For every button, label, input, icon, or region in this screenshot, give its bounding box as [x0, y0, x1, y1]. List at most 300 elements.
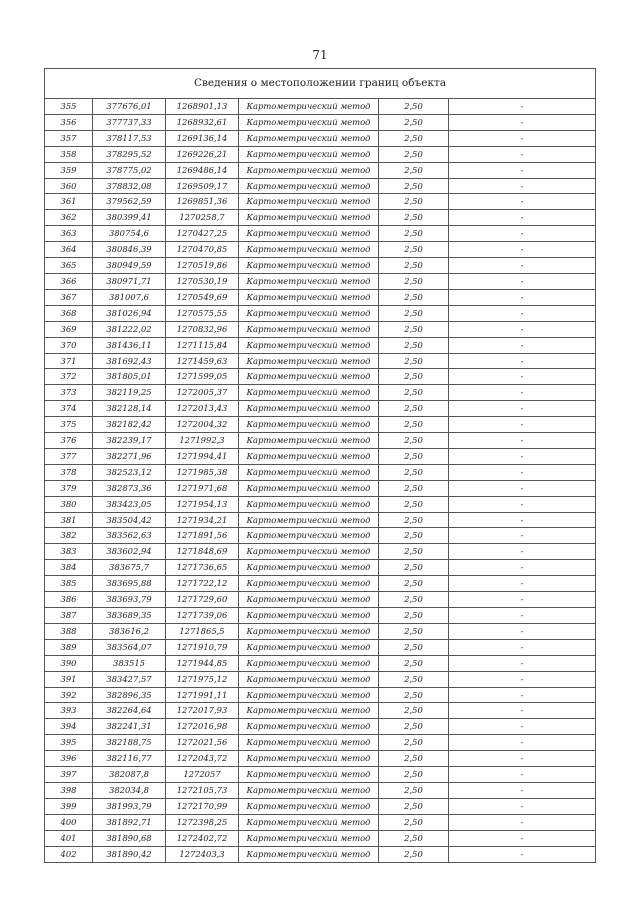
table-title-row	[45, 69, 596, 99]
point-number-cell: 386	[45, 592, 93, 608]
table-row	[45, 210, 596, 226]
x-coordinate-cell: 377737,33	[93, 114, 166, 130]
x-coordinate-cell: 382116,77	[93, 751, 166, 767]
method-cell: Картометрический метод	[239, 798, 379, 814]
accuracy-cell: 2,50	[379, 830, 449, 846]
table-row	[45, 703, 596, 719]
point-number-cell: 357	[45, 130, 93, 146]
point-number-cell: 373	[45, 385, 93, 401]
note-cell: -	[449, 401, 596, 417]
point-number-cell: 360	[45, 178, 93, 194]
y-coordinate-cell: 1272021,56	[166, 735, 239, 751]
method-cell: Картометрический метод	[239, 830, 379, 846]
method-cell: Картометрический метод	[239, 385, 379, 401]
method-cell: Картометрический метод	[239, 146, 379, 162]
note-cell: -	[449, 369, 596, 385]
table-row	[45, 782, 596, 798]
note-cell: -	[449, 798, 596, 814]
table-row	[45, 623, 596, 639]
x-coordinate-cell: 383616,2	[93, 623, 166, 639]
table-row	[45, 639, 596, 655]
method-cell: Картометрический метод	[239, 321, 379, 337]
method-cell: Картометрический метод	[239, 782, 379, 798]
accuracy-cell: 2,50	[379, 353, 449, 369]
note-cell: -	[449, 751, 596, 767]
y-coordinate-cell: 1271975,12	[166, 671, 239, 687]
note-cell: -	[449, 576, 596, 592]
method-cell: Картометрический метод	[239, 735, 379, 751]
y-coordinate-cell: 1270470,85	[166, 242, 239, 258]
method-cell: Картометрический метод	[239, 528, 379, 544]
point-number-cell: 361	[45, 194, 93, 210]
method-cell: Картометрический метод	[239, 687, 379, 703]
table-row	[45, 528, 596, 544]
point-number-cell: 384	[45, 560, 93, 576]
accuracy-cell: 2,50	[379, 321, 449, 337]
method-cell: Картометрический метод	[239, 194, 379, 210]
accuracy-cell: 2,50	[379, 544, 449, 560]
note-cell: -	[449, 130, 596, 146]
point-number-cell: 377	[45, 448, 93, 464]
table-row	[45, 289, 596, 305]
x-coordinate-cell: 382523,12	[93, 464, 166, 480]
accuracy-cell: 2,50	[379, 623, 449, 639]
table-row	[45, 226, 596, 242]
y-coordinate-cell: 1271459,63	[166, 353, 239, 369]
accuracy-cell: 2,50	[379, 417, 449, 433]
note-cell: -	[449, 655, 596, 671]
note-cell: -	[449, 608, 596, 624]
y-coordinate-cell: 1272105,73	[166, 782, 239, 798]
table-row	[45, 767, 596, 783]
table-row	[45, 512, 596, 528]
note-cell: -	[449, 289, 596, 305]
table-row	[45, 464, 596, 480]
accuracy-cell: 2,50	[379, 687, 449, 703]
method-cell: Картометрический метод	[239, 226, 379, 242]
accuracy-cell: 2,50	[379, 703, 449, 719]
point-number-cell: 380	[45, 496, 93, 512]
x-coordinate-cell: 378832,08	[93, 178, 166, 194]
x-coordinate-cell: 382239,17	[93, 433, 166, 449]
method-cell: Картометрический метод	[239, 369, 379, 385]
x-coordinate-cell: 382182,42	[93, 417, 166, 433]
x-coordinate-cell: 380949,59	[93, 258, 166, 274]
point-number-cell: 363	[45, 226, 93, 242]
y-coordinate-cell: 1269851,36	[166, 194, 239, 210]
accuracy-cell: 2,50	[379, 560, 449, 576]
method-cell: Картометрический метод	[239, 655, 379, 671]
y-coordinate-cell: 1271992,3	[166, 433, 239, 449]
note-cell: -	[449, 560, 596, 576]
table-row	[45, 385, 596, 401]
table-row	[45, 448, 596, 464]
accuracy-cell: 2,50	[379, 767, 449, 783]
point-number-cell: 375	[45, 417, 93, 433]
accuracy-cell: 2,50	[379, 401, 449, 417]
note-cell: -	[449, 735, 596, 751]
y-coordinate-cell: 1271599,05	[166, 369, 239, 385]
method-cell: Картометрический метод	[239, 162, 379, 178]
x-coordinate-cell: 382271,96	[93, 448, 166, 464]
table-row	[45, 496, 596, 512]
x-coordinate-cell: 383504,42	[93, 512, 166, 528]
y-coordinate-cell: 1271910,79	[166, 639, 239, 655]
x-coordinate-cell: 381993,79	[93, 798, 166, 814]
table-row	[45, 480, 596, 496]
method-cell: Картометрический метод	[239, 433, 379, 449]
note-cell: -	[449, 433, 596, 449]
y-coordinate-cell: 1271115,84	[166, 337, 239, 353]
point-number-cell: 367	[45, 289, 93, 305]
point-number-cell: 364	[45, 242, 93, 258]
method-cell: Картометрический метод	[239, 576, 379, 592]
accuracy-cell: 2,50	[379, 210, 449, 226]
accuracy-cell: 2,50	[379, 798, 449, 814]
point-number-cell: 394	[45, 719, 93, 735]
table-row	[45, 114, 596, 130]
note-cell: -	[449, 114, 596, 130]
x-coordinate-cell: 383695,88	[93, 576, 166, 592]
y-coordinate-cell: 1270530,19	[166, 273, 239, 289]
x-coordinate-cell: 378775,02	[93, 162, 166, 178]
y-coordinate-cell: 1272017,93	[166, 703, 239, 719]
y-coordinate-cell: 1270575,55	[166, 305, 239, 321]
x-coordinate-cell: 383427,57	[93, 671, 166, 687]
x-coordinate-cell: 383602,94	[93, 544, 166, 560]
method-cell: Картометрический метод	[239, 210, 379, 226]
accuracy-cell: 2,50	[379, 846, 449, 862]
x-coordinate-cell: 383515	[93, 655, 166, 671]
x-coordinate-cell: 381890,42	[93, 846, 166, 862]
table-row	[45, 417, 596, 433]
method-cell: Картометрический метод	[239, 178, 379, 194]
accuracy-cell: 2,50	[379, 226, 449, 242]
x-coordinate-cell: 381007,6	[93, 289, 166, 305]
table-row	[45, 592, 596, 608]
point-number-cell: 374	[45, 401, 93, 417]
table-row	[45, 687, 596, 703]
point-number-cell: 376	[45, 433, 93, 449]
point-number-cell: 355	[45, 99, 93, 115]
method-cell: Картометрический метод	[239, 592, 379, 608]
method-cell: Картометрический метод	[239, 639, 379, 655]
point-number-cell: 400	[45, 814, 93, 830]
method-cell: Картометрический метод	[239, 464, 379, 480]
point-number-cell: 362	[45, 210, 93, 226]
note-cell: -	[449, 846, 596, 862]
note-cell: -	[449, 305, 596, 321]
point-number-cell: 395	[45, 735, 93, 751]
note-cell: -	[449, 496, 596, 512]
point-number-cell: 381	[45, 512, 93, 528]
x-coordinate-cell: 381692,43	[93, 353, 166, 369]
x-coordinate-cell: 382128,14	[93, 401, 166, 417]
table-row	[45, 576, 596, 592]
y-coordinate-cell: 1271848,69	[166, 544, 239, 560]
accuracy-cell: 2,50	[379, 433, 449, 449]
method-cell: Картометрический метод	[239, 273, 379, 289]
accuracy-cell: 2,50	[379, 464, 449, 480]
table-row	[45, 305, 596, 321]
note-cell: -	[449, 623, 596, 639]
table-row	[45, 719, 596, 735]
accuracy-cell: 2,50	[379, 273, 449, 289]
note-cell: -	[449, 258, 596, 274]
point-number-cell: 393	[45, 703, 93, 719]
accuracy-cell: 2,50	[379, 735, 449, 751]
method-cell: Картометрический метод	[239, 258, 379, 274]
method-cell: Картометрический метод	[239, 480, 379, 496]
point-number-cell: 371	[45, 353, 93, 369]
accuracy-cell: 2,50	[379, 130, 449, 146]
accuracy-cell: 2,50	[379, 719, 449, 735]
x-coordinate-cell: 381436,11	[93, 337, 166, 353]
y-coordinate-cell: 1272403,3	[166, 846, 239, 862]
accuracy-cell: 2,50	[379, 162, 449, 178]
note-cell: -	[449, 273, 596, 289]
accuracy-cell: 2,50	[379, 289, 449, 305]
point-number-cell: 366	[45, 273, 93, 289]
point-number-cell: 402	[45, 846, 93, 862]
method-cell: Картометрический метод	[239, 608, 379, 624]
y-coordinate-cell: 1272004,32	[166, 417, 239, 433]
method-cell: Картометрический метод	[239, 751, 379, 767]
x-coordinate-cell: 380399,41	[93, 210, 166, 226]
y-coordinate-cell: 1271891,56	[166, 528, 239, 544]
boundary-coordinates-table	[44, 68, 596, 863]
note-cell: -	[449, 321, 596, 337]
x-coordinate-cell: 383562,63	[93, 528, 166, 544]
point-number-cell: 387	[45, 608, 93, 624]
accuracy-cell: 2,50	[379, 528, 449, 544]
accuracy-cell: 2,50	[379, 576, 449, 592]
x-coordinate-cell: 382087,8	[93, 767, 166, 783]
y-coordinate-cell: 1269509,17	[166, 178, 239, 194]
method-cell: Картометрический метод	[239, 114, 379, 130]
note-cell: -	[449, 99, 596, 115]
note-cell: -	[449, 703, 596, 719]
accuracy-cell: 2,50	[379, 369, 449, 385]
x-coordinate-cell: 381892,71	[93, 814, 166, 830]
note-cell: -	[449, 178, 596, 194]
accuracy-cell: 2,50	[379, 258, 449, 274]
x-coordinate-cell: 381890,68	[93, 830, 166, 846]
y-coordinate-cell: 1271736,65	[166, 560, 239, 576]
accuracy-cell: 2,50	[379, 194, 449, 210]
y-coordinate-cell: 1271971,68	[166, 480, 239, 496]
point-number-cell: 372	[45, 369, 93, 385]
y-coordinate-cell: 1271944,85	[166, 655, 239, 671]
table-row	[45, 830, 596, 846]
y-coordinate-cell: 1268932,61	[166, 114, 239, 130]
y-coordinate-cell: 1271994,41	[166, 448, 239, 464]
accuracy-cell: 2,50	[379, 782, 449, 798]
note-cell: -	[449, 639, 596, 655]
method-cell: Картометрический метод	[239, 703, 379, 719]
table-row	[45, 798, 596, 814]
y-coordinate-cell: 1268901,13	[166, 99, 239, 115]
method-cell: Картометрический метод	[239, 242, 379, 258]
point-number-cell: 368	[45, 305, 93, 321]
method-cell: Картометрический метод	[239, 417, 379, 433]
table-row	[45, 814, 596, 830]
point-number-cell: 383	[45, 544, 93, 560]
accuracy-cell: 2,50	[379, 337, 449, 353]
table-row	[45, 353, 596, 369]
y-coordinate-cell: 1271865,5	[166, 623, 239, 639]
method-cell: Картометрический метод	[239, 814, 379, 830]
note-cell: -	[449, 353, 596, 369]
table-row	[45, 433, 596, 449]
table-row	[45, 751, 596, 767]
y-coordinate-cell: 1272170,99	[166, 798, 239, 814]
method-cell: Картометрический метод	[239, 305, 379, 321]
point-number-cell: 398	[45, 782, 93, 798]
x-coordinate-cell: 382241,31	[93, 719, 166, 735]
accuracy-cell: 2,50	[379, 305, 449, 321]
y-coordinate-cell: 1270519,86	[166, 258, 239, 274]
note-cell: -	[449, 830, 596, 846]
accuracy-cell: 2,50	[379, 242, 449, 258]
method-cell: Картометрический метод	[239, 496, 379, 512]
note-cell: -	[449, 814, 596, 830]
x-coordinate-cell: 382896,35	[93, 687, 166, 703]
accuracy-cell: 2,50	[379, 751, 449, 767]
point-number-cell: 378	[45, 464, 93, 480]
point-number-cell: 389	[45, 639, 93, 655]
x-coordinate-cell: 383689,35	[93, 608, 166, 624]
y-coordinate-cell: 1271991,11	[166, 687, 239, 703]
x-coordinate-cell: 383675,7	[93, 560, 166, 576]
y-coordinate-cell: 1272013,43	[166, 401, 239, 417]
accuracy-cell: 2,50	[379, 99, 449, 115]
table-row	[45, 130, 596, 146]
point-number-cell: 396	[45, 751, 93, 767]
method-cell: Картометрический метод	[239, 353, 379, 369]
accuracy-cell: 2,50	[379, 814, 449, 830]
note-cell: -	[449, 544, 596, 560]
y-coordinate-cell: 1271729,60	[166, 592, 239, 608]
accuracy-cell: 2,50	[379, 496, 449, 512]
x-coordinate-cell: 378117,53	[93, 130, 166, 146]
table-row	[45, 146, 596, 162]
accuracy-cell: 2,50	[379, 592, 449, 608]
y-coordinate-cell: 1272043,72	[166, 751, 239, 767]
note-cell: -	[449, 337, 596, 353]
method-cell: Картометрический метод	[239, 719, 379, 735]
y-coordinate-cell: 1270832,96	[166, 321, 239, 337]
method-cell: Картометрический метод	[239, 623, 379, 639]
point-number-cell: 365	[45, 258, 93, 274]
accuracy-cell: 2,50	[379, 512, 449, 528]
table-row	[45, 321, 596, 337]
accuracy-cell: 2,50	[379, 480, 449, 496]
table-row	[45, 735, 596, 751]
point-number-cell: 392	[45, 687, 93, 703]
y-coordinate-cell: 1272402,72	[166, 830, 239, 846]
note-cell: -	[449, 671, 596, 687]
note-cell: -	[449, 528, 596, 544]
note-cell: -	[449, 162, 596, 178]
point-number-cell: 356	[45, 114, 93, 130]
table-row	[45, 178, 596, 194]
method-cell: Картометрический метод	[239, 767, 379, 783]
x-coordinate-cell: 380754,6	[93, 226, 166, 242]
note-cell: -	[449, 448, 596, 464]
point-number-cell: 401	[45, 830, 93, 846]
method-cell: Картометрический метод	[239, 512, 379, 528]
page-number: 71	[312, 48, 328, 62]
note-cell: -	[449, 210, 596, 226]
note-cell: -	[449, 226, 596, 242]
note-cell: -	[449, 194, 596, 210]
table-row	[45, 273, 596, 289]
y-coordinate-cell: 1270549,69	[166, 289, 239, 305]
x-coordinate-cell: 378295,52	[93, 146, 166, 162]
table-row	[45, 258, 596, 274]
method-cell: Картометрический метод	[239, 401, 379, 417]
table-body	[45, 69, 596, 863]
method-cell: Картометрический метод	[239, 289, 379, 305]
note-cell: -	[449, 782, 596, 798]
accuracy-cell: 2,50	[379, 385, 449, 401]
y-coordinate-cell: 1270258,7	[166, 210, 239, 226]
x-coordinate-cell: 383423,05	[93, 496, 166, 512]
y-coordinate-cell: 1270427,25	[166, 226, 239, 242]
point-number-cell: 369	[45, 321, 93, 337]
table-row	[45, 846, 596, 862]
y-coordinate-cell: 1271722,12	[166, 576, 239, 592]
table-row	[45, 560, 596, 576]
x-coordinate-cell: 382119,25	[93, 385, 166, 401]
x-coordinate-cell: 383564,07	[93, 639, 166, 655]
table-row	[45, 369, 596, 385]
note-cell: -	[449, 146, 596, 162]
table-row	[45, 671, 596, 687]
y-coordinate-cell: 1272398,25	[166, 814, 239, 830]
table-row	[45, 162, 596, 178]
y-coordinate-cell: 1272016,98	[166, 719, 239, 735]
point-number-cell: 391	[45, 671, 93, 687]
point-number-cell: 399	[45, 798, 93, 814]
x-coordinate-cell: 382873,36	[93, 480, 166, 496]
note-cell: -	[449, 687, 596, 703]
x-coordinate-cell: 382188,75	[93, 735, 166, 751]
note-cell: -	[449, 242, 596, 258]
accuracy-cell: 2,50	[379, 178, 449, 194]
note-cell: -	[449, 464, 596, 480]
table-row	[45, 99, 596, 115]
note-cell: -	[449, 592, 596, 608]
point-number-cell: 385	[45, 576, 93, 592]
x-coordinate-cell: 381026,94	[93, 305, 166, 321]
note-cell: -	[449, 417, 596, 433]
note-cell: -	[449, 480, 596, 496]
x-coordinate-cell: 383693,79	[93, 592, 166, 608]
y-coordinate-cell: 1269226,21	[166, 146, 239, 162]
point-number-cell: 388	[45, 623, 93, 639]
accuracy-cell: 2,50	[379, 114, 449, 130]
x-coordinate-cell: 381805,01	[93, 369, 166, 385]
x-coordinate-cell: 380971,71	[93, 273, 166, 289]
accuracy-cell: 2,50	[379, 639, 449, 655]
x-coordinate-cell: 382264,64	[93, 703, 166, 719]
table-row	[45, 242, 596, 258]
y-coordinate-cell: 1269136,14	[166, 130, 239, 146]
method-cell: Картометрический метод	[239, 448, 379, 464]
point-number-cell: 370	[45, 337, 93, 353]
